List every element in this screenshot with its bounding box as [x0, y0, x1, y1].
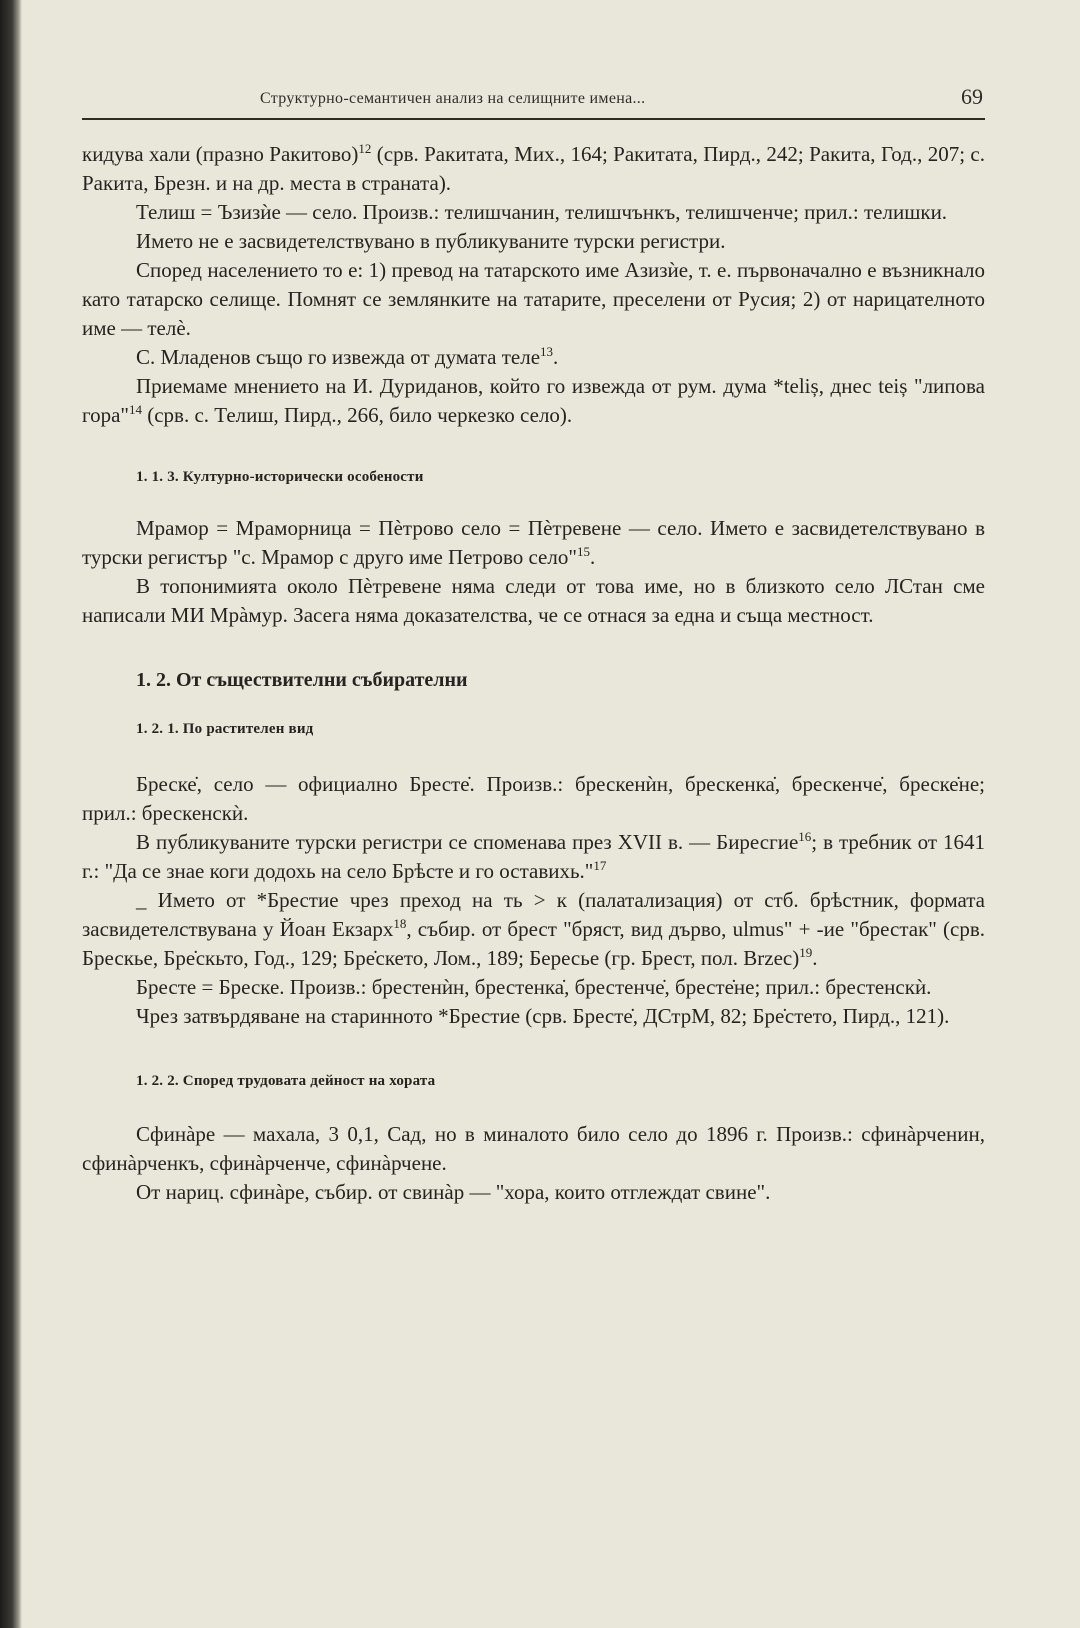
- footnote-ref: 17: [593, 858, 607, 873]
- paragraph: С. Младенов също го извежда от думата теле$^{13}$.: [136, 344, 559, 369]
- footnote-ref: 18: [393, 916, 407, 931]
- paragraph: _ Името от *Брестие чрез преход на ть > к (палатализация) от стб. брѣстник, формата засвидетелствувана у Йоан Екзарх$^{18}$, събир. от брест "бряст, вид дърво, ulmus" + -ие "брестак" (срв. Брескье, Бре̇скьто, Год., 129; Бре̇скето, Лом., 189; Бересье (гр. Брест, пол. Brzec)$^{19}$.: [82, 888, 985, 970]
- footnote-ref: 12: [358, 141, 372, 156]
- subsection-heading: 1. 1. 3. Културно-исторически особености: [136, 469, 424, 485]
- paragraph: Мрамор = Мраморница = Пѐтрово село = Пѐтревене — село. Името е засвидетелствувано в турски регистър "с. Мрамор с друго име Петрово село"$^{15}$.: [82, 516, 985, 569]
- paragraph: Чрез затвърдяване на старинното *Брестие (срв. Бресте̇, ДСтрМ, 82; Бре̇стето, Пирд., 121).: [136, 1004, 950, 1028]
- paragraph: Телиш = Ъзизѝе — село. Произв.: телишчанин, телишчънкъ, телишченче; прил.: телишки.: [136, 200, 948, 224]
- page-body: [82, 140, 985, 1207]
- paragraph: Бреске̇, село — официално Бресте̇. Произв.: брескенѝн, брескенка̇, брескенче̇, бреске̇не; прил.: брескенскѝ.: [82, 772, 985, 825]
- running-title: Структурно-семантичен анализ на селищните имена...: [260, 90, 646, 107]
- paragraph: В публикуваните турски регистри се споменава през XVII в. — Биресгие$^{16}$; в требник от 1641 г.: "Да се знае коги додохь на село Брѣсте и го оставихь."$^{17}$: [82, 829, 985, 883]
- footnote-ref: 13: [540, 344, 554, 359]
- paragraph: В топонимията около Пѐтревене няма следи от това име, но в близкото село ЛСтан сме написали МИ Мрàмур. Засега няма доказателства, че се отнася за една и съща местност.: [82, 574, 985, 627]
- book-spine-shadow: [0, 0, 22, 1628]
- footnote-ref: 14: [128, 402, 142, 417]
- paragraph: От нариц. сфинàре, събир. от свинàр — "хора, които отглеждат свине".: [136, 1180, 771, 1204]
- paragraph: Според населението то е: 1) превод на татарското име Азизѝе, т. е. първоначално е възникнало като татарско селище. Помнят се землянките на татарите, преселени от Русия; 2) от нарицателното име — телѐ.: [82, 258, 985, 340]
- page-header: [82, 84, 985, 120]
- footnote-ref: 15: [576, 544, 590, 559]
- section-heading: 1. 2. От съществителни събирателни: [136, 669, 468, 691]
- subsection-heading: 1. 2. 2. Според трудовата дейност на хората: [136, 1073, 436, 1089]
- footnote-ref: 19: [799, 945, 813, 960]
- paragraph: Бресте = Бреске. Произв.: брестенѝн, брестенка̇, брестенче̇, бресте̇не; прил.: брестенскѝ.: [136, 975, 932, 999]
- paragraph: кидува хали (празно Ракитово)$^{12}$ (срв. Ракитата, Мих., 164; Ракитата, Пирд., 242; Ракита, Год., 207; с. Ракита, Брезн. и на др. места в страната).: [82, 141, 985, 195]
- paragraph: Сфинàре — махала, 3 0,1, Сад, но в миналото било село до 1896 г. Произв.: сфинàрченин, сфинàрченкъ, сфинàрченче, сфинàрчене.: [82, 1122, 985, 1175]
- subsection-heading: 1. 2. 1. По растителен вид: [136, 721, 314, 737]
- paragraph: Приемаме мнението на И. Дуриданов, който го извежда от рум. дума *teliș, днес teiș "липова гора"$^{14}$ (срв. с. Телиш, Пирд., 266, било черкезко село).: [82, 374, 985, 427]
- paragraph: Името не е засвидетелствувано в публикуваните турски регистри.: [136, 229, 726, 253]
- page-number: 69: [961, 84, 983, 109]
- footnote-ref: 16: [798, 829, 812, 844]
